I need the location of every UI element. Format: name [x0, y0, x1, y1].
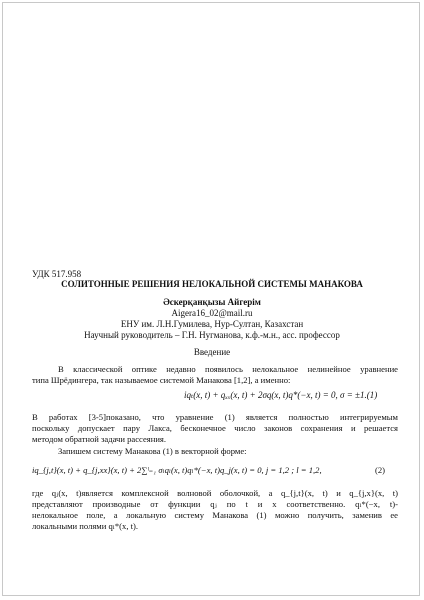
section-title: Введение — [193, 347, 231, 357]
paragraph-2-line-1: В работах [3-5]показано, что уравнение (1) является полностью интегрируемым — [32, 412, 398, 422]
paragraph-4-line-2: представляют производные от функции qⱼ по t и x соответственно. qₗ*(−x, t)- — [32, 499, 398, 509]
author-affiliation: ЕНУ им. Л.Н.Гумилева, Нур-Султан, Казахстан — [120, 319, 304, 329]
equation-1: iqₜ(x, t) + qₓₓ(x, t) + 2σq(x, t)q*(−x, t) = 0, σ = ±1.(1) — [184, 390, 378, 400]
equation-2: iq_{j,t}(x, t) + q_{j,xx}(x, t) + 2∑ˡ₌₁ σₗqₗ(x, t)qₗ*(−x, t)q_j(x, t) = 0, j = 1,2 ; l = 1,2, — [32, 465, 322, 475]
author-email: Aigera16_02@mail.ru — [171, 308, 253, 318]
paragraph-1-line-2: типа Шрёдингера, так называемое системой Манакова [1,2], а именно: — [32, 375, 291, 385]
equation-2-number: (2) — [375, 465, 386, 475]
paragraph-2-line-2: поскольку допускает пару Лакса, бесконечное число законов сохранения и решается — [32, 423, 398, 433]
paragraph-4-line-3: нелокальное поле, а локальную систему Манакова (1) можно получить, заменив ее — [32, 510, 398, 520]
paragraph-2-line-3: методом обратной задачи рассеяния. — [32, 434, 167, 444]
udc-code: УДК 517.958 — [32, 269, 82, 279]
paper-title: СОЛИТОННЫЕ РЕШЕНИЯ НЕЛОКАЛЬНОЙ СИСТЕМЫ МАНАКОВА — [61, 279, 363, 289]
paragraph-3: Запишем систему Манакова (1) в векторной форме: — [58, 446, 247, 456]
author-name: Әскерқанқызы Айгерім — [163, 297, 261, 307]
paragraph-4-line-1: где qⱼ(x, t)является комплексной волновой оболочкой, а q_{j,t}(x, t) и q_{j,x}(x, t) — [32, 488, 398, 498]
supervisor-line: Научный руководитель – Г.Н. Нугманова, к.ф.-м.н., асс. профессор — [84, 330, 340, 340]
paragraph-1-line-1: В классической оптике недавно появилось нелокальное нелинейное уравнение — [58, 364, 398, 374]
paragraph-4-line-4: локальными полями qₗ*(x, t). — [32, 521, 139, 531]
